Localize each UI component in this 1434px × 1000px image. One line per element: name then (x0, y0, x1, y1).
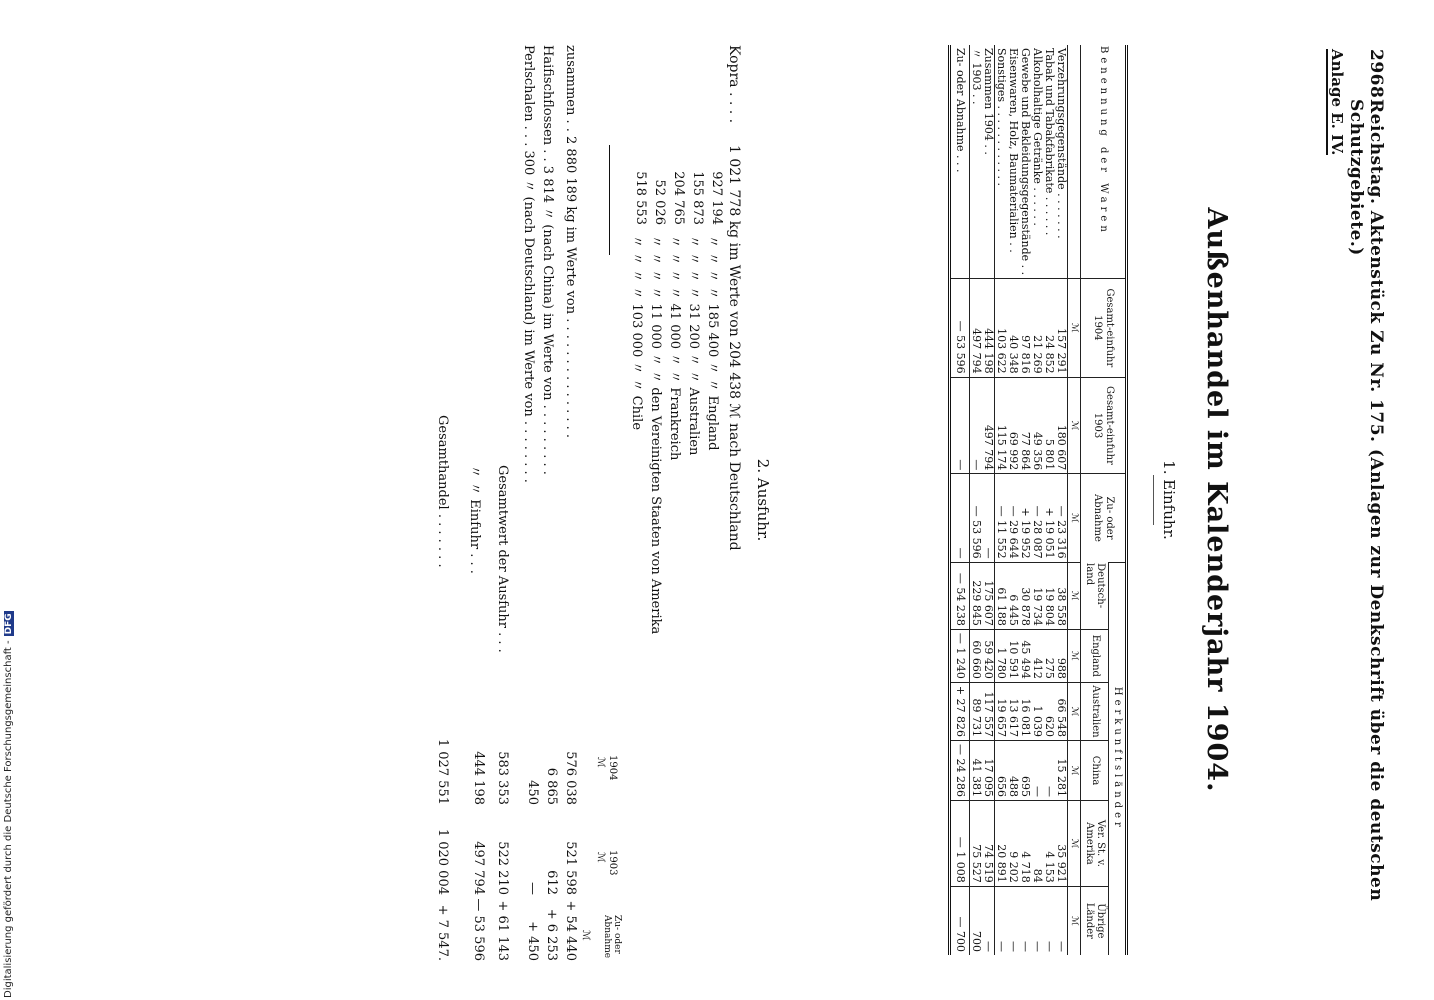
value-cell: — 11 552 (995, 474, 1008, 562)
sum-rule (609, 145, 610, 255)
value-cell: 15 281 (1056, 741, 1069, 801)
value-cell: — (983, 474, 996, 562)
value-cell: 49 356 (1032, 377, 1044, 474)
value-cell: 97 816 (1020, 279, 1032, 377)
import-table-body (950, 45, 1068, 955)
destination-kg: 927 194 (709, 171, 724, 225)
value-cell: 5 801 (1044, 377, 1056, 474)
grand-total-row-chg: + 7 547. (435, 904, 450, 961)
value-cell: — 54 238 (950, 562, 970, 629)
col-head-change: Zu- oder Abnahme (602, 915, 622, 959)
value-cell: 6 445 (1008, 562, 1020, 629)
export-total-row-v1904: 444 198 (471, 751, 486, 805)
value-cell: — (983, 886, 996, 955)
value-cell: 117 557 (983, 682, 996, 740)
column-header: Gesamt-einfuhr 1903 (1081, 377, 1127, 474)
column-header: China (1081, 741, 1109, 801)
unit-cell: ℳ (1068, 886, 1081, 955)
export-summary-row-v1903: 612 (544, 870, 559, 895)
value-cell: — 53 596 (970, 474, 983, 562)
value-cell: 700 (970, 886, 983, 955)
value-cell: 59 420 (983, 629, 996, 682)
unit-cell: ℳ (1068, 474, 1081, 562)
export-summary-row-v1903: 521 598 (563, 841, 578, 895)
value-cell: 45 494 (1020, 629, 1032, 682)
destination-detail: 〃 〃 〃 〃 185 400 〃 〃 England (705, 235, 720, 451)
value-cell: 61 188 (995, 562, 1008, 629)
value-cell: 16 081 (1020, 682, 1032, 740)
value-cell: — (950, 377, 970, 474)
unit-1903: ℳ (595, 852, 606, 863)
value-cell: 21 269 (1032, 279, 1044, 377)
unit-cell: ℳ (1068, 629, 1081, 682)
value-cell: 412 (1032, 629, 1044, 682)
column-header: Deutsch-land (1081, 562, 1109, 629)
value-cell: 60 660 (970, 629, 983, 682)
value-cell: 9 202 (1008, 801, 1020, 887)
export-total-row-label: 〃 〃 Einfuhr . . . (467, 465, 482, 574)
value-cell: 77 864 (1020, 377, 1032, 474)
column-header-goods: Benennung der Waren (1081, 45, 1127, 279)
value-cell: 444 198 (983, 279, 996, 377)
table-row (1044, 45, 1056, 955)
export-total-row-chg: — 53 596 (471, 898, 486, 961)
value-cell: — (995, 886, 1008, 955)
annex-label: Anlage E. IV. (1328, 49, 1346, 156)
export-summary-row-label: Perlschalen . . . 300 〃 (nach Deutschland) im Werte von . . . . . . . . (521, 45, 536, 483)
value-cell: + 19 952 (1020, 474, 1032, 562)
export-total-row-label: Gesamtwert der Ausfuhr . . . (495, 465, 510, 653)
value-cell: 988 (1056, 629, 1069, 682)
column-header: Australien (1081, 682, 1109, 740)
unit-row (1068, 45, 1081, 955)
export-summary-row-label: Haifischflossen . . 3 814 〃 (nach China) im Werte von . . . . . . . . . (540, 45, 555, 475)
goods-name: Zu- oder Abnahme . . . (950, 45, 970, 279)
value-cell: 41 381 (970, 741, 983, 801)
value-cell: 620 (1044, 682, 1056, 740)
value-cell: — 24 286 (950, 741, 970, 801)
export-summary-row-v1904: 6 865 (544, 767, 559, 805)
destination-kg: 52 026 (652, 179, 667, 225)
value-cell: — (970, 377, 983, 474)
value-cell: — (950, 474, 970, 562)
section-title-export: 2. Ausfuhr. (754, 458, 772, 542)
value-cell: 180 607 (1056, 377, 1069, 474)
value-cell: 695 (1020, 741, 1032, 801)
column-header: England (1081, 629, 1109, 682)
value-cell: — (1020, 886, 1032, 955)
export-summary-row-v1904: 450 (525, 780, 540, 805)
unit-cell: ℳ (1068, 377, 1081, 474)
export-total-row-v1904: 583 353 (495, 751, 510, 805)
destination-detail: 〃 〃 〃 〃 41 000 〃 〃 Frankreich (667, 235, 682, 461)
goods-name: Verzehrungsgegenstände . . . . . . . (1055, 48, 1069, 239)
running-title: Reichstag. Aktenstück Zu Nr. 175. (Anlagen zur Denkschrift über die deutschen Schutzgebiete.) (1346, 99, 1386, 902)
destination-kg: 518 553 (633, 171, 648, 225)
value-cell: 35 921 (1056, 801, 1069, 887)
value-cell: — 700 (950, 886, 970, 955)
column-header: Ver. St. v. Amerika (1081, 801, 1109, 887)
unit-cell: ℳ (1068, 801, 1081, 887)
value-cell: 4 718 (1020, 801, 1032, 887)
destination-detail: 〃 〃 〃 〃 11 000 〃 〃 den Vereinigten Staaten von Amerika (648, 235, 663, 635)
value-cell: 66 548 (1056, 682, 1069, 740)
value-cell: 656 (995, 741, 1008, 801)
value-cell: 24 852 (1044, 279, 1056, 377)
value-cell: 115 174 (995, 377, 1008, 474)
value-cell: — (1044, 741, 1056, 801)
kopra-total-line: 1 021 778 kg im Werte von 204 438 ℳ nach Deutschland (726, 145, 742, 551)
value-cell: — (1008, 886, 1020, 955)
col-head-1904: 1904 (607, 755, 618, 781)
column-header: Übrige Länder (1081, 886, 1109, 955)
total-row (970, 45, 983, 955)
grand-total-row-v1904: 1 027 551 (435, 738, 450, 805)
unit-change: ℳ (580, 930, 591, 941)
goods-name: Eisenwaren, Holz, Baumaterialien . . (1007, 48, 1021, 253)
export-total-row-v1903: 522 210 (495, 841, 510, 895)
value-cell: 38 558 (1056, 562, 1069, 629)
value-cell: 75 527 (970, 801, 983, 887)
export-summary-row-v1903: — (525, 882, 540, 895)
value-cell: — 1 240 (950, 629, 970, 682)
value-cell: 19 657 (995, 682, 1008, 740)
column-header: Gesamt-einfuhr 1904 (1081, 279, 1127, 377)
export-summary-row-chg: + 6 253 (544, 908, 559, 961)
export-summary-row-label: zusammen . . 2 880 189 kg im Werte von . . . . . . . . . . . . . . . (563, 45, 578, 439)
unit-1904: ℳ (595, 757, 606, 768)
goods-name: Alkoholhaltige Getränke . . . . . . (1031, 48, 1045, 226)
table-row (1020, 45, 1032, 955)
change-row (950, 45, 970, 955)
col-head-1903: 1903 (607, 850, 618, 876)
destination-kg: 204 765 (671, 171, 686, 225)
value-cell: — 1 008 (950, 801, 970, 887)
destination-kg: 155 873 (690, 171, 705, 225)
value-cell: + 27 826 (950, 682, 970, 740)
value-cell: 275 (1044, 629, 1056, 682)
section-title-import: 1. Einfuhr. (1160, 460, 1178, 540)
value-cell: — 29 644 (1008, 474, 1020, 562)
unit-cell: ℳ (1068, 562, 1081, 629)
value-cell: — (1032, 741, 1044, 801)
total-row (983, 45, 996, 955)
export-summary-row-chg: + 54 440 (563, 900, 578, 961)
grand-total-row-v1903: 1 020 004 (435, 828, 450, 895)
export-summary-row-chg: + 450 (525, 921, 540, 961)
value-cell: + 19 051 (1044, 474, 1056, 562)
value-cell: — 53 596 (950, 279, 970, 377)
rotated-document-sheet (50, 35, 1390, 965)
destination-detail: 〃 〃 〃 〃 103 000 〃 〃 Chile (629, 235, 644, 431)
table-row (995, 45, 1008, 955)
value-cell: 84 (1032, 801, 1044, 887)
value-cell: 20 891 (995, 801, 1008, 887)
value-cell: — 23 316 (1056, 474, 1069, 562)
value-cell: 17 095 (983, 741, 996, 801)
page-title: Außenhandel im Kalenderjahr 1904. (1201, 207, 1232, 793)
value-cell: 40 348 (1008, 279, 1020, 377)
goods-name: Zusammen 1904 . . (983, 45, 996, 279)
export-total-row-v1903: 497 794 (471, 841, 486, 895)
dfg-logo: DFG (4, 613, 14, 635)
column-header: Zu- oder Abnahme (1081, 474, 1127, 562)
export-total-row-chg: + 61 143 (495, 900, 510, 961)
value-cell: 497 794 (983, 377, 996, 474)
destination-detail: 〃 〃 〃 〃 31 200 〃 〃 Australien (686, 235, 701, 456)
value-cell: 1 780 (995, 629, 1008, 682)
table-row (1056, 45, 1069, 955)
value-cell: 19 734 (1032, 562, 1044, 629)
value-cell: 157 291 (1056, 279, 1069, 377)
value-cell: 13 617 (1008, 682, 1020, 740)
running-header (1346, 35, 1390, 965)
value-cell: 10 591 (1008, 629, 1020, 682)
goods-name: Tabak und Tabakfabrikate . . . . . . (1043, 48, 1057, 236)
value-cell: 4 153 (1044, 801, 1056, 887)
value-cell: 488 (1008, 741, 1020, 801)
grand-total-row-label: Gesamthandel . . . . . . . (435, 415, 450, 568)
group-header-origin: Herkunftsländer (1109, 562, 1127, 955)
unit-cell: ℳ (1068, 279, 1081, 377)
value-cell: — 28 087 (1032, 474, 1044, 562)
unit-cell: ℳ (1068, 741, 1081, 801)
goods-name: 〃 1903 . . (970, 48, 984, 105)
goods-name: Sonstiges . . . . . . . . . . . . (995, 48, 1009, 186)
section-divider (1153, 475, 1154, 525)
table-row (1008, 45, 1020, 955)
value-cell: — (1056, 886, 1069, 955)
value-cell: 175 607 (983, 562, 996, 629)
unit-cell: ℳ (1068, 682, 1081, 740)
value-cell: 497 794 (970, 279, 983, 377)
digitization-credit (3, 611, 14, 998)
credit-text: Digitalisierung gefördert durch die Deutsche Forschungsgemeinschaft - (3, 640, 14, 998)
value-cell: 89 731 (970, 682, 983, 740)
value-cell: 30 878 (1020, 562, 1032, 629)
value-cell: 74 519 (983, 801, 996, 887)
value-cell: 103 622 (995, 279, 1008, 377)
value-cell: 69 992 (1008, 377, 1020, 474)
page-number: 2968 (1366, 49, 1386, 99)
table-row (1032, 45, 1044, 955)
value-cell: 19 804 (1044, 562, 1056, 629)
kopra-label: Kopra . . . . (726, 45, 742, 124)
import-table (949, 45, 1129, 955)
export-summary-row-v1904: 576 038 (563, 751, 578, 805)
goods-name: Gewebe und Bekleidungsgegenstände . . (1019, 48, 1033, 276)
value-cell: — (1044, 886, 1056, 955)
value-cell: 1 039 (1032, 682, 1044, 740)
value-cell: 229 845 (970, 562, 983, 629)
value-cell: — (1032, 886, 1044, 955)
